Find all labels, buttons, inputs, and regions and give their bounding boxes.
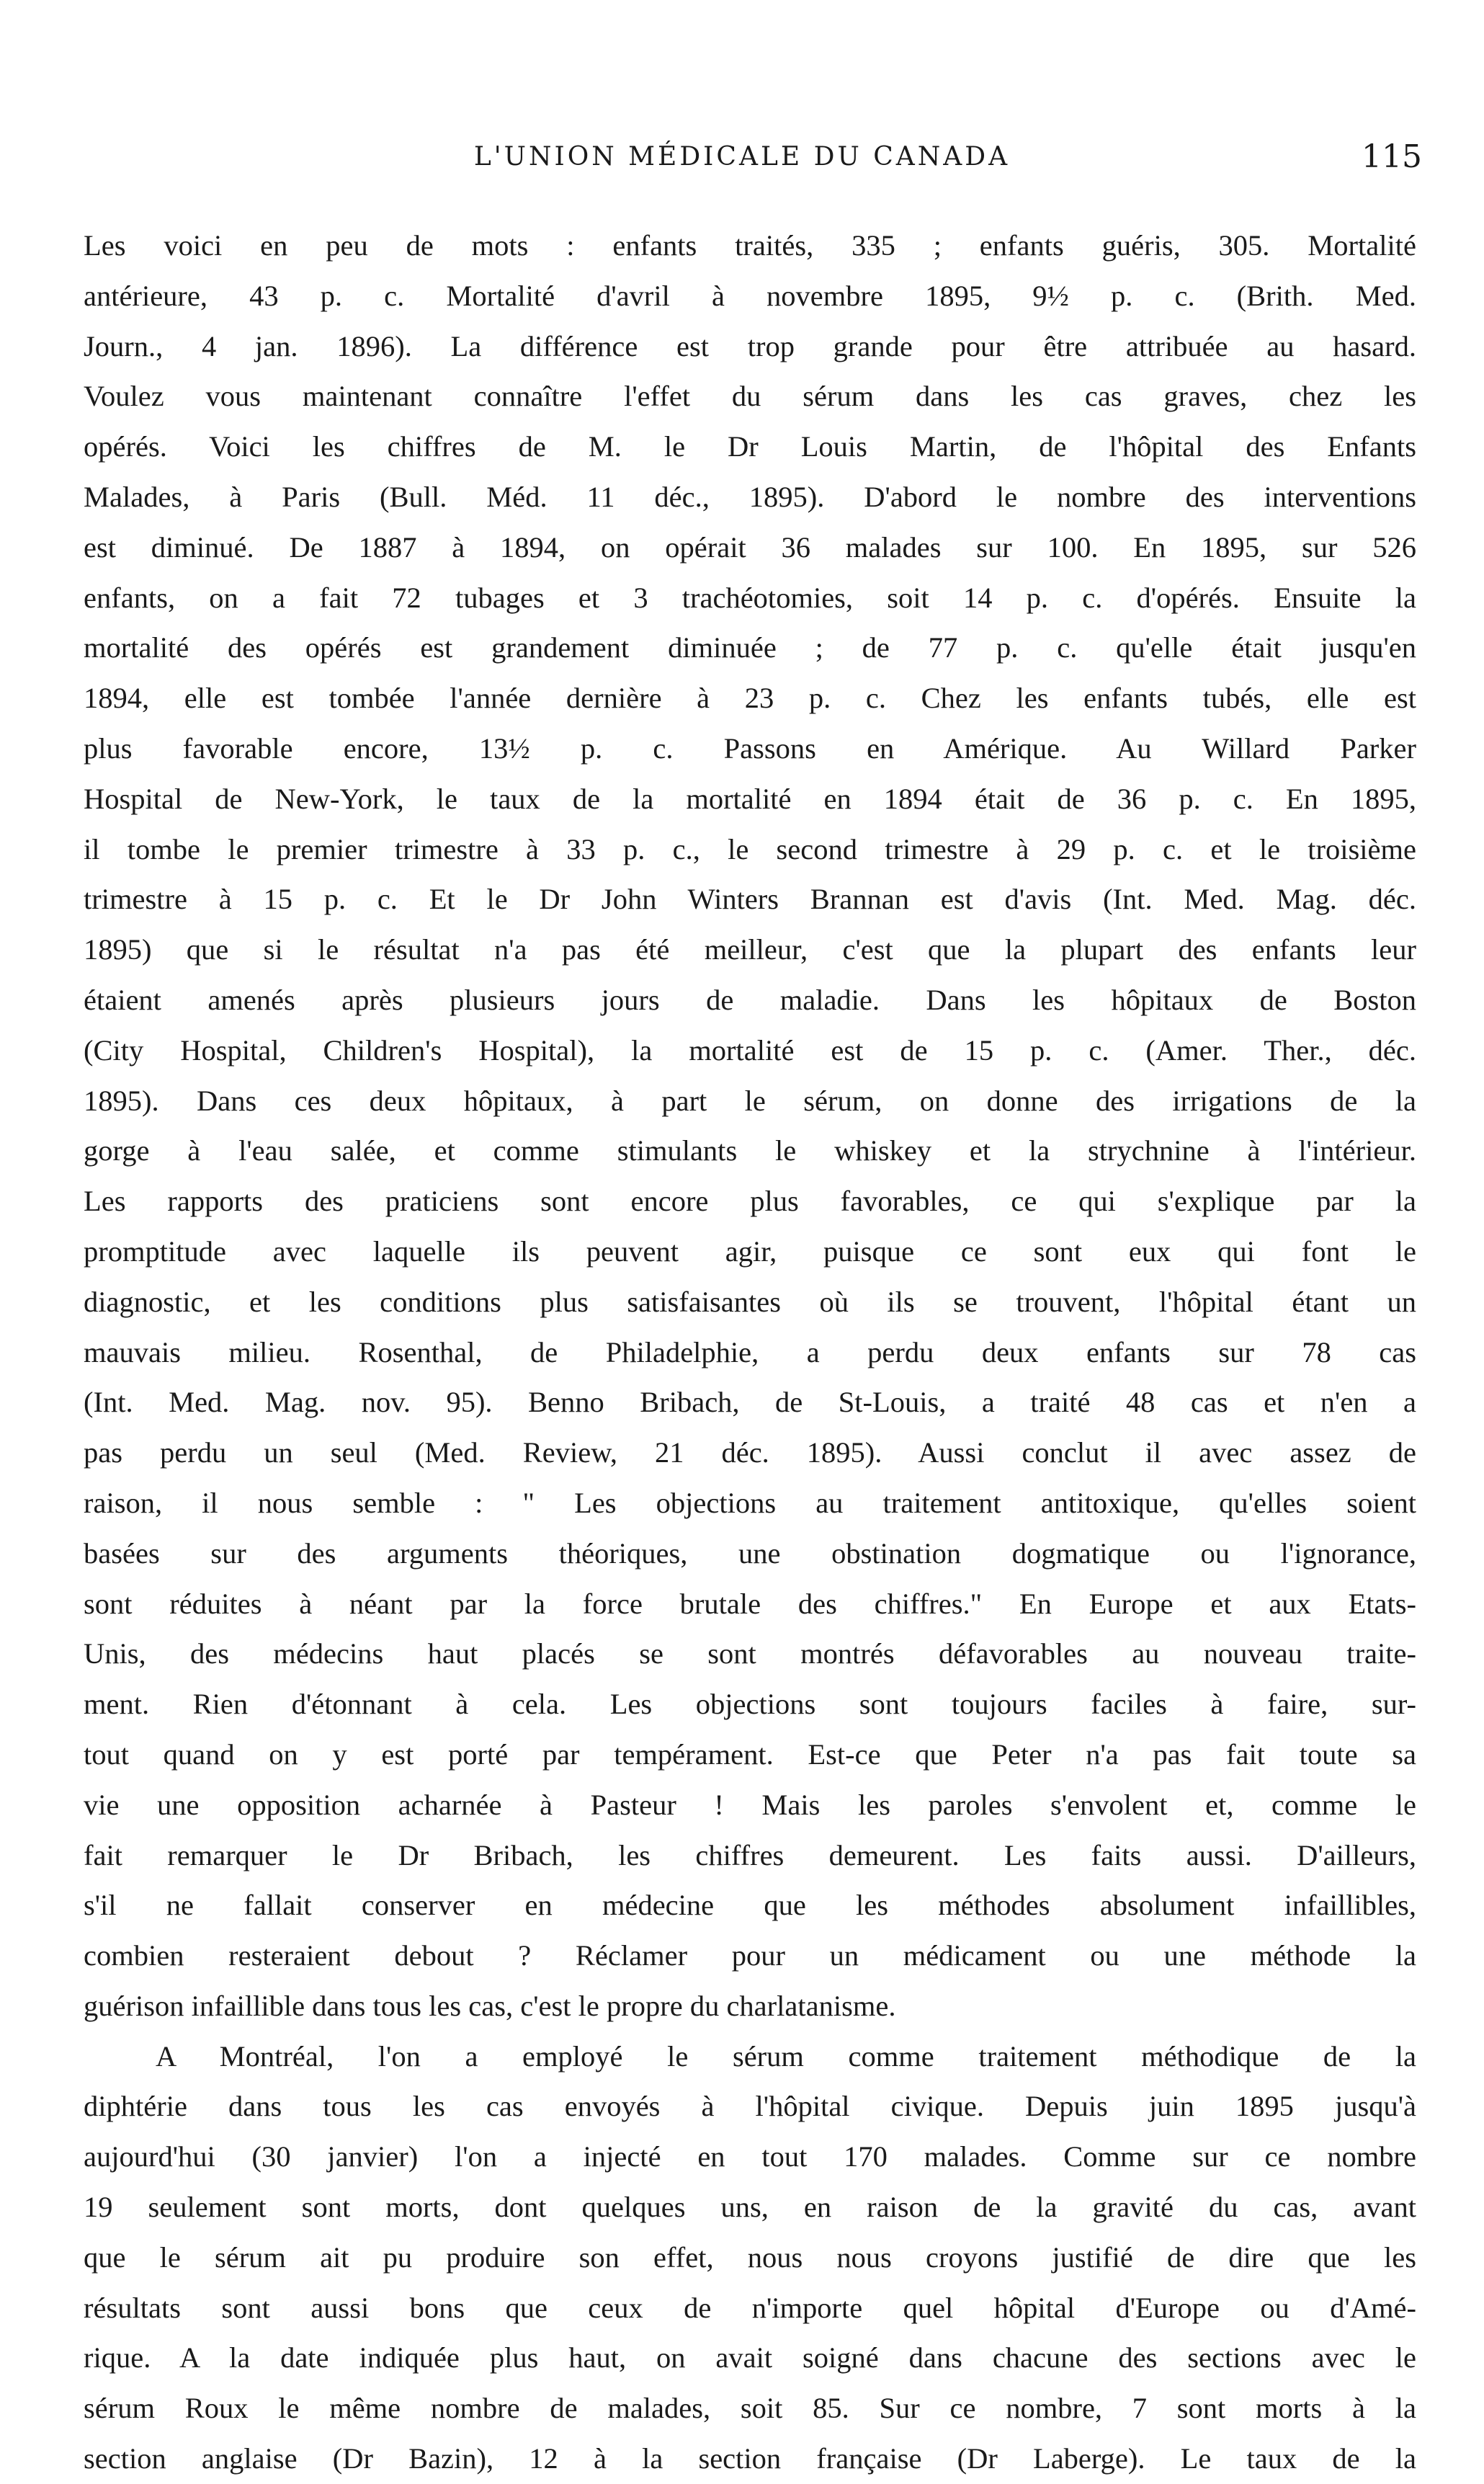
text-line: diagnostic, et les conditions plus satisfaisantes où ils se trouvent, l'hôpital étant un — [84, 1285, 1416, 1318]
text-line: étaient amenés après plusieurs jours de maladie. Dans les hôpitaux de Boston — [84, 983, 1416, 1016]
text-line: plus favorable encore, 13½ p. c. Passons en Amérique. Au Willard Parker — [84, 731, 1416, 765]
text-line: (Int. Med. Mag. nov. 95). Benno Bribach, de St-Louis, a traité 48 cas et n'en a — [84, 1386, 1416, 1419]
text-line: pas perdu un seul (Med. Review, 21 déc. 1895). Aussi conclut il avec assez de — [84, 1436, 1416, 1469]
paragraph — [84, 221, 1416, 2031]
text-line: aujourd'hui (30 janvier) l'on a injecté en tout 170 malades. Comme sur ce nombre — [84, 2140, 1416, 2173]
text-line: guérison infaillible dans tous les cas, c'est le propre du charlatanisme. — [84, 1989, 896, 2022]
text-line: opérés. Voici les chiffres de M. le Dr Louis Martin, de l'hôpital des Enfants — [84, 430, 1416, 463]
text-line: gorge à l'eau salée, et comme stimulants le whiskey et la strychnine à l'intérieur. — [84, 1134, 1416, 1167]
text-line: est diminué. De 1887 à 1894, on opérait 36 malades sur 100. En 1895, sur 526 — [84, 530, 1416, 564]
running-title: L'UNION MÉDICALE DU CANADA — [473, 142, 1011, 172]
text-line: 1895) que si le résultat n'a pas été meilleur, c'est que la plupart des enfants leur — [84, 933, 1416, 966]
text-line: Journ., 4 jan. 1896). La différence est trop grande pour être attribuée au hasard. — [84, 329, 1416, 362]
text-line: sont réduites à néant par la force brutale des chiffres." En Europe et aux Etats- — [84, 1587, 1416, 1620]
text-line: enfants, on a fait 72 tubages et 3 trachéotomies, soit 14 p. c. d'opérés. Ensuite la — [84, 581, 1416, 614]
text-line: ment. Rien d'étonnant à cela. Les objections sont toujours faciles à faire, sur- — [84, 1688, 1416, 1721]
text-line: il tombe le premier trimestre à 33 p. c., le second trimestre à 29 p. c. et le troisième — [84, 832, 1416, 865]
text-line: fait remarquer le Dr Bribach, les chiffres demeurent. Les faits aussi. D'ailleurs, — [84, 1838, 1416, 1871]
text-line: Les rapports des praticiens sont encore plus favorables, ce qui s'explique par la — [84, 1185, 1416, 1218]
text-line: Malades, à Paris (Bull. Méd. 11 déc., 1895). D'abord le nombre des interventions — [84, 480, 1416, 513]
paragraph — [84, 2031, 1416, 2484]
page-number: 115 — [1362, 138, 1422, 175]
body-text — [84, 221, 1416, 2484]
text-line: (City Hospital, Children's Hospital), la mortalité est de 15 p. c. (Amer. Ther., déc. — [84, 1033, 1416, 1067]
text-line: section anglaise (Dr Bazin), 12 à la section française (Dr Laberge). Le taux de la — [84, 2442, 1416, 2475]
text-line: tout quand on y est porté par tempérament. Est-ce que Peter n'a pas fait toute sa — [84, 1737, 1416, 1771]
text-line: résultats sont aussi bons que ceux de n'importe quel hôpital d'Europe ou d'Amé- — [84, 2291, 1416, 2324]
text-line: Unis, des médecins haut placés se sont montrés défavorables au nouveau traite- — [84, 1637, 1416, 1670]
text-line: trimestre à 15 p. c. Et le Dr John Winters Brannan est d'avis (Int. Med. Mag. déc. — [84, 883, 1416, 916]
text-line: diphtérie dans tous les cas envoyés à l'hôpital civique. Depuis juin 1895 jusqu'à — [84, 2090, 1416, 2123]
text-line: s'il ne fallait conserver en médecine que les méthodes absolument infaillibles, — [84, 1889, 1416, 1922]
text-line: basées sur des arguments théoriques, une obstination dogmatique ou l'ignorance, — [84, 1536, 1416, 1570]
text-line: combien resteraient debout ? Réclamer pour un médicament ou une méthode la — [84, 1939, 1416, 1972]
text-line: rique. A la date indiquée plus haut, on avait soigné dans chacune des sections avec le — [84, 2341, 1416, 2374]
text-line: 1894, elle est tombée l'année dernière à 23 p. c. Chez les enfants tubés, elle est — [84, 682, 1416, 715]
text-line: sérum Roux le même nombre de malades, soit 85. Sur ce nombre, 7 sont morts à la — [84, 2392, 1416, 2425]
running-head — [0, 135, 1484, 179]
text-line: antérieure, 43 p. c. Mortalité d'avril à novembre 1895, 9½ p. c. (Brith. Med. — [84, 279, 1416, 312]
text-line: Les voici en peu de mots : enfants traités, 335 ; enfants guéris, 305. Mortalité — [84, 229, 1416, 262]
text-line: promptitude avec laquelle ils peuvent agir, puisque ce sont eux qui font le — [84, 1234, 1416, 1268]
text-line: 19 seulement sont morts, dont quelques uns, en raison de la gravité du cas, avant — [84, 2191, 1416, 2224]
text-line: mauvais milieu. Rosenthal, de Philadelphie, a perdu deux enfants sur 78 cas — [84, 1335, 1416, 1368]
text-line: A Montréal, l'on a employé le sérum comme traitement méthodique de la — [156, 2039, 1416, 2073]
text-line: vie une opposition acharnée à Pasteur ! Mais les paroles s'envolent et, comme le — [84, 1788, 1416, 1821]
paragraph-container — [84, 221, 1416, 2484]
text-line: mortalité des opérés est grandement diminuée ; de 77 p. c. qu'elle était jusqu'en — [84, 631, 1416, 664]
text-line: raison, il nous semble : " Les objections au traitement antitoxique, qu'elles soient — [84, 1486, 1416, 1519]
text-line: que le sérum ait pu produire son effet, nous nous croyons justifié de dire que les — [84, 2240, 1416, 2274]
text-line: Hospital de New-York, le taux de la mortalité en 1894 était de 36 p. c. En 1895, — [84, 782, 1416, 815]
text-line: Voulez vous maintenant connaître l'effet du sérum dans les cas graves, chez les — [84, 380, 1416, 413]
text-line: 1895). Dans ces deux hôpitaux, à part le sérum, on donne des irrigations de la — [84, 1084, 1416, 1117]
